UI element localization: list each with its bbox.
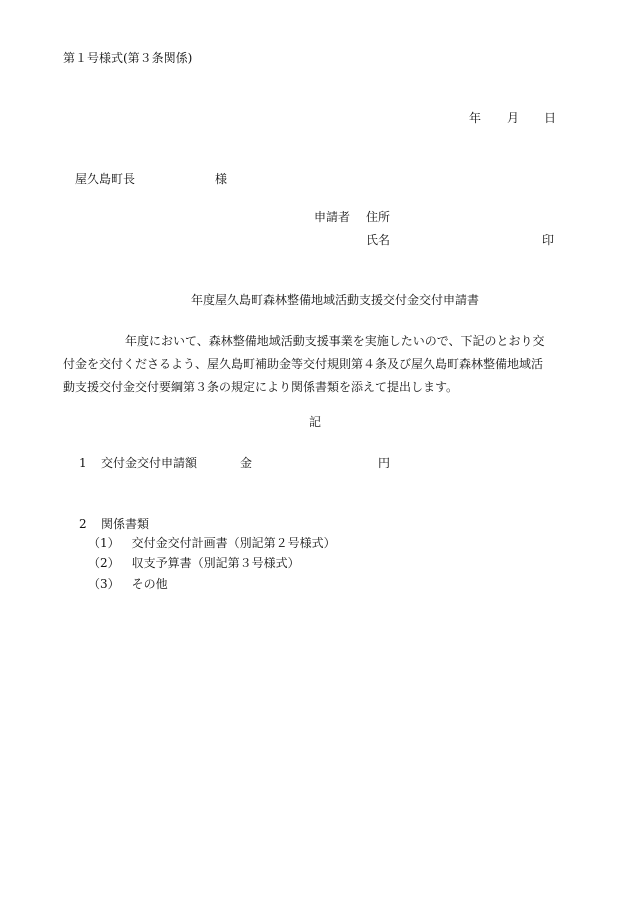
applicant-label: 申請者 (314, 210, 351, 224)
subitem-text: その他 (131, 577, 168, 591)
name-label: 氏名 (366, 233, 391, 247)
ki-heading: 記 (309, 415, 322, 429)
subitem-number: （3） (88, 577, 120, 591)
date-day: 日 (544, 111, 557, 125)
subitem-text: 交付金交付計画書（別記第２号様式） (131, 536, 336, 550)
item1-kin: 金 (240, 456, 253, 470)
form-label: 第１号様式(第３条関係) (63, 51, 193, 65)
body-line-1 (63, 330, 575, 353)
subitem-text: 収支予算書（別記第３号様式） (131, 556, 300, 570)
list-item (88, 577, 168, 592)
date-year: 年 (469, 111, 482, 125)
subitem-number: （1） (88, 536, 120, 550)
addressee-honorific: 様 (215, 172, 228, 186)
addressee-name: 屋久島町長 (75, 172, 136, 186)
item2-label: 関係書類 (101, 517, 150, 531)
document-title: 年度屋久島町森林整備地域活動支援交付金交付申請書 (191, 293, 480, 307)
address-label: 住所 (366, 210, 391, 224)
date-month: 月 (507, 111, 520, 125)
body-line-2: 付金を交付くださるよう、屋久島町補助金等交付規則第４条及び屋久島町森林整備地域活 (63, 357, 544, 371)
item1-number: 1 (79, 456, 87, 470)
list-item (88, 536, 336, 551)
item1-label: 交付金交付申請額 (101, 456, 198, 470)
seal-mark: 印 (542, 233, 555, 247)
body-line-1-text: 年度において、森林整備地域活動支援事業を実施したいので、下記のとおり交 (125, 334, 545, 348)
body-line-3: 動支援交付金交付要綱第３条の規定により関係書類を添えて提出します。 (63, 380, 459, 394)
list-item (88, 556, 300, 571)
body-paragraph (63, 330, 575, 399)
item2-number: 2 (79, 517, 87, 531)
item1-yen: 円 (378, 456, 391, 470)
subitem-number: （2） (88, 556, 120, 570)
